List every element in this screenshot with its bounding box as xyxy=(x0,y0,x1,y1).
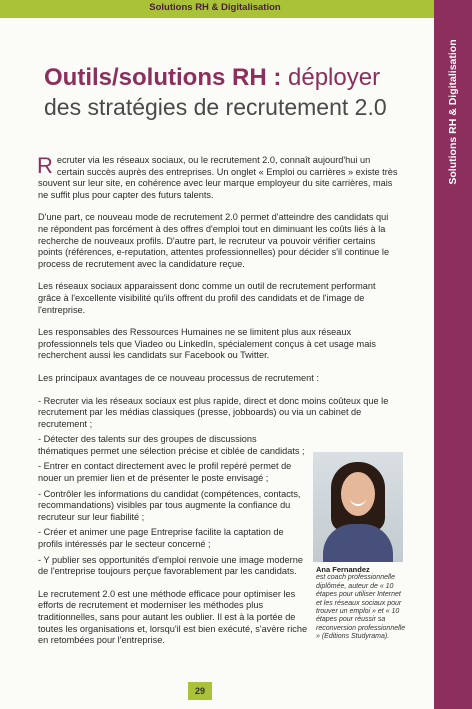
list-item: - Créer et animer une page Entreprise facilite la captation de profils intéressés par le secteur concerné ; xyxy=(38,527,284,550)
section-header-label: Solutions RH & Digitalisation xyxy=(149,2,281,13)
paragraph-4: Les responsables des Ressources Humaines ne se limitent plus aux réseaux professionnels tels que Viadeo ou LinkedIn, spécialement conçus à cet usage mais recherchent aussi les candidats sur Facebook ou Twitter. xyxy=(38,327,376,361)
author-bio: est coach professionnelle diplômée, auteur de « 10 étapes pour utiliser Internet et les réseaux sociaux pour trouver un emploi » et « 10 étapes pour réussir sa reconversion professionnelle » (Editions Studyrama). xyxy=(316,574,406,641)
list-item: - Recruter via les réseaux sociaux est plus rapide, direct et donc moins coûteux que le recrutement par les médias classiques (presse, jobboards) ou via un cabinet de recrutement ; xyxy=(38,395,389,429)
paragraph-3: Les réseaux sociaux apparaissent donc comme un outil de recrutement performant grâce à l'excellente visibilité qu'ils offrent du profil des candidats et de l'image de l'entreprise. xyxy=(38,281,376,315)
sidebar-vertical-label: Solutions RH & Digitalisation xyxy=(447,39,459,185)
section-header-bar xyxy=(0,0,472,18)
list-item: - Détecter des talents sur des groupes de discussions thématiques permet une sélection précise et ciblée de candidats ; xyxy=(38,434,305,456)
article-title xyxy=(44,64,404,121)
author-photo xyxy=(313,452,403,562)
author-name: Ana Fernandez xyxy=(316,565,370,574)
title-line-2: des stratégies de recrutement 2.0 xyxy=(44,94,387,120)
title-bold-part: Outils/solutions RH : xyxy=(44,64,282,91)
intro-text: ecruter via les réseaux sociaux, ou le recrutement 2.0, connaît aujourd'hui un certain succès auprès des entreprises. Un onglet « Emploi ou carrières » existe très souvent sur leur site, en cohérence avec leur marque employeur du site carrières, mais ne suffit plus pour capter des futurs talents. xyxy=(38,155,398,200)
sidebar-band xyxy=(434,0,472,709)
title-rest: déployer xyxy=(281,64,381,91)
conclusion-paragraph: Le recrutement 2.0 est une méthode efficace pour optimiser les efforts de recrutement et moderniser les méthodes plus traditionnelles, sans pour autant les oublier. Il est à la portée de toutes les organisations et, lorsqu'il est bien exécuté, s'avère riche en retombées pour l'entreprise. xyxy=(38,588,308,646)
list-item: - Entrer en contact directement avec le profil repéré permet de nouer un premier lien et de présenter le poste envisagé ; xyxy=(38,461,292,484)
author-caption xyxy=(316,566,406,642)
list-item: - Contrôler les informations du candidat (compétences, contacts, recommandations) visibles par tous augmente la confiance du recruteur sur leur fiabilité ; xyxy=(38,488,301,522)
intro-paragraph xyxy=(38,155,400,201)
paragraph-5: Les principaux avantages de ce nouveau processus de recrutement : xyxy=(38,372,319,383)
paragraph-2: D'une part, ce nouveau mode de recrutement 2.0 permet d'atteindre des candidats qui ne répondent pas forcément à des offres d'emploi tout en diminuant les coûts liés à la recherche de nouveaux profils. D'autre part, le recruteur va pouvoir vérifier certains points (références, e-reputation, attentes professionnelles) pour décider s'il continue le process de recrutement avec la candidature reçue. xyxy=(38,212,390,269)
list-item: - Y publier ses opportunités d'emploi renvoie une image moderne de l'entreprise toujours perçue favorablement par les candidats. xyxy=(38,554,303,577)
page-number: 29 xyxy=(188,682,212,700)
drop-cap: R xyxy=(37,153,53,178)
